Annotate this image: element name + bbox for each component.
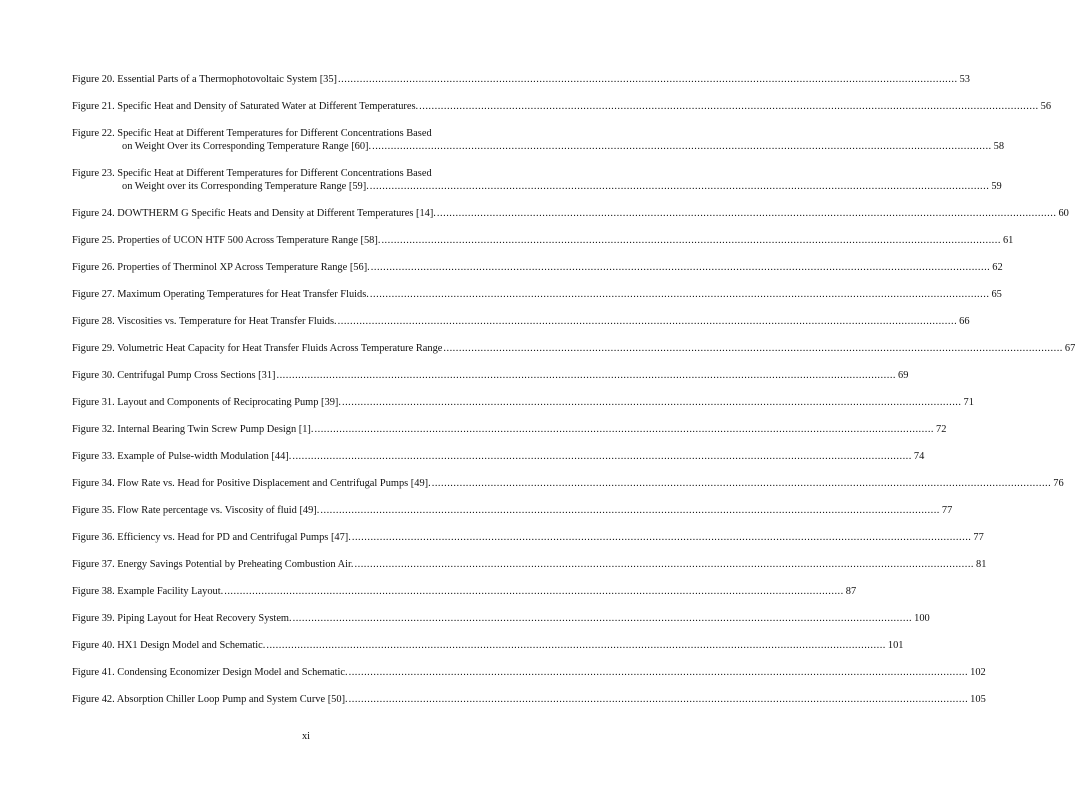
figure-entry[interactable] — [72, 100, 1052, 113]
figure-caption: Figure 26. Properties of Therminol XP Across Temperature Range [56]. — [72, 262, 370, 273]
figure-entry[interactable] — [72, 504, 953, 517]
figure-caption: Figure 33. Example of Pulse-width Modulation [44]. — [72, 451, 292, 462]
figure-caption: Figure 25. Properties of UCON HTF 500 Across Temperature Range [58]. — [72, 235, 381, 246]
figure-page-number: 61 — [1002, 235, 1014, 246]
figure-caption: Figure 27. Maximum Operating Temperatures for Heat Transfer Fluids. — [72, 289, 369, 300]
figure-entry[interactable] — [72, 127, 1005, 153]
figure-page-number: 58 — [993, 141, 1005, 152]
figure-entry[interactable] — [72, 450, 925, 463]
dot-leader — [372, 140, 992, 153]
figure-caption: Figure 35. Flow Rate percentage vs. Viscosity of fluid [49]. — [72, 505, 320, 516]
figure-caption: Figure 30. Centrifugal Pump Cross Sections [31] — [72, 370, 276, 381]
figure-entry[interactable] — [72, 612, 930, 625]
figure-entry[interactable] — [72, 423, 947, 436]
figure-caption: Figure 23. Specific Heat at Different Temperatures for Different Concentrations Based — [72, 168, 432, 179]
figure-page-number: 77 — [941, 505, 953, 516]
figure-entry[interactable] — [72, 73, 970, 86]
figure-caption: Figure 28. Viscosities vs. Temperature for Heat Transfer Fluids. — [72, 316, 337, 327]
figure-page-number: 72 — [936, 424, 947, 435]
figure-caption: Figure 32. Internal Bearing Twin Screw Pump Design [1]. — [72, 424, 314, 435]
dot-leader — [352, 531, 972, 544]
figure-caption: Figure 22. Specific Heat at Different Temperatures for Different Concentrations Based — [72, 128, 432, 139]
figure-entry[interactable] — [72, 585, 857, 598]
figure-entry[interactable] — [72, 666, 986, 679]
figure-page-number: 56 — [1040, 101, 1052, 112]
figure-page-number: 81 — [976, 559, 987, 570]
figure-entry[interactable] — [72, 234, 1014, 247]
figure-page-number: 53 — [959, 74, 970, 85]
dot-leader — [437, 207, 1057, 220]
figure-caption: Figure 39. Piping Layout for Heat Recovery System. — [72, 613, 292, 624]
figure-page-number: 74 — [913, 451, 925, 462]
dot-leader — [224, 585, 844, 598]
figure-entry[interactable] — [72, 342, 1075, 355]
figure-page-number: 87 — [845, 586, 857, 597]
dot-leader — [293, 612, 913, 625]
figure-caption: Figure 40. HX1 Design Model and Schematic. — [72, 640, 266, 651]
figure-page-number: 101 — [887, 640, 904, 651]
figure-page-number: 100 — [914, 613, 930, 624]
figure-caption: Figure 21. Specific Heat and Density of Saturated Water at Different Temperatures. — [72, 101, 419, 112]
dot-leader — [381, 234, 1001, 247]
figure-entry[interactable] — [72, 396, 974, 409]
dot-leader — [320, 504, 940, 517]
figure-caption: Figure 29. Volumetric Heat Capacity for Heat Transfer Fluids Across Temperature Range — [72, 343, 443, 354]
figure-entry[interactable] — [72, 288, 1002, 301]
dot-leader — [338, 73, 958, 86]
figure-entry[interactable] — [72, 369, 909, 382]
dot-leader — [292, 450, 912, 463]
figure-entry[interactable] — [72, 639, 904, 652]
dot-leader — [370, 180, 990, 193]
figure-page-number: 77 — [973, 532, 984, 543]
dot-leader — [355, 558, 975, 571]
figure-page-number: 105 — [970, 694, 986, 705]
figure-caption: Figure 41. Condensing Economizer Design Model and Schematic. — [72, 667, 348, 678]
figure-entry[interactable] — [72, 558, 987, 571]
dot-leader — [315, 423, 935, 436]
figure-caption: Figure 36. Efficiency vs. Head for PD and Centrifugal Pumps [47]. — [72, 532, 351, 543]
figure-page-number: 60 — [1058, 208, 1069, 219]
dot-leader — [370, 288, 990, 301]
figure-entry[interactable] — [72, 693, 986, 706]
figure-page-number: 67 — [1064, 343, 1075, 354]
figure-page-number: 65 — [991, 289, 1002, 300]
figure-entry[interactable] — [72, 167, 1002, 193]
dot-leader — [443, 342, 1063, 355]
figure-caption: Figure 20. Essential Parts of a Thermophotovoltaic System [35] — [72, 74, 338, 85]
figure-caption: Figure 24. DOWTHERM G Specific Heats and Density at Different Temperatures [14]. — [72, 208, 436, 219]
figure-page-number: 59 — [991, 181, 1002, 192]
figure-entry[interactable] — [72, 531, 984, 544]
dot-leader — [371, 261, 991, 274]
dot-leader — [266, 639, 886, 652]
dot-leader — [432, 477, 1052, 490]
figure-caption-continued: on Weight Over its Corresponding Temperature Range [60]. — [122, 141, 372, 152]
figure-entry[interactable] — [72, 261, 1003, 274]
figure-page-number: 71 — [963, 397, 974, 408]
figure-caption: Figure 38. Example Facility Layout. — [72, 586, 224, 597]
figure-caption: Figure 42. Absorption Chiller Loop Pump and System Curve [50]. — [72, 694, 348, 705]
figure-entry[interactable] — [72, 207, 1069, 220]
figure-caption-continued: on Weight over its Corresponding Temperature Range [59]. — [122, 181, 369, 192]
figure-page-number: 102 — [970, 667, 986, 678]
figure-entry[interactable] — [72, 315, 970, 328]
dot-leader — [349, 693, 969, 706]
page-number: xi — [301, 731, 311, 742]
figure-page-number: 76 — [1053, 478, 1064, 489]
dot-leader — [419, 100, 1039, 113]
figure-page-number: 66 — [959, 316, 970, 327]
figure-caption: Figure 34. Flow Rate vs. Head for Positive Displacement and Centrifugal Pumps [49]. — [72, 478, 431, 489]
figure-entry[interactable] — [72, 477, 1064, 490]
dot-leader — [342, 396, 962, 409]
figure-page-number: 62 — [992, 262, 1003, 273]
dot-leader — [276, 369, 896, 382]
dot-leader — [349, 666, 969, 679]
figure-caption: Figure 37. Energy Savings Potential by Preheating Combustion Air. — [72, 559, 354, 570]
figure-page-number: 69 — [898, 370, 909, 381]
figure-caption: Figure 31. Layout and Components of Reciprocating Pump [39]. — [72, 397, 341, 408]
dot-leader — [338, 315, 958, 328]
